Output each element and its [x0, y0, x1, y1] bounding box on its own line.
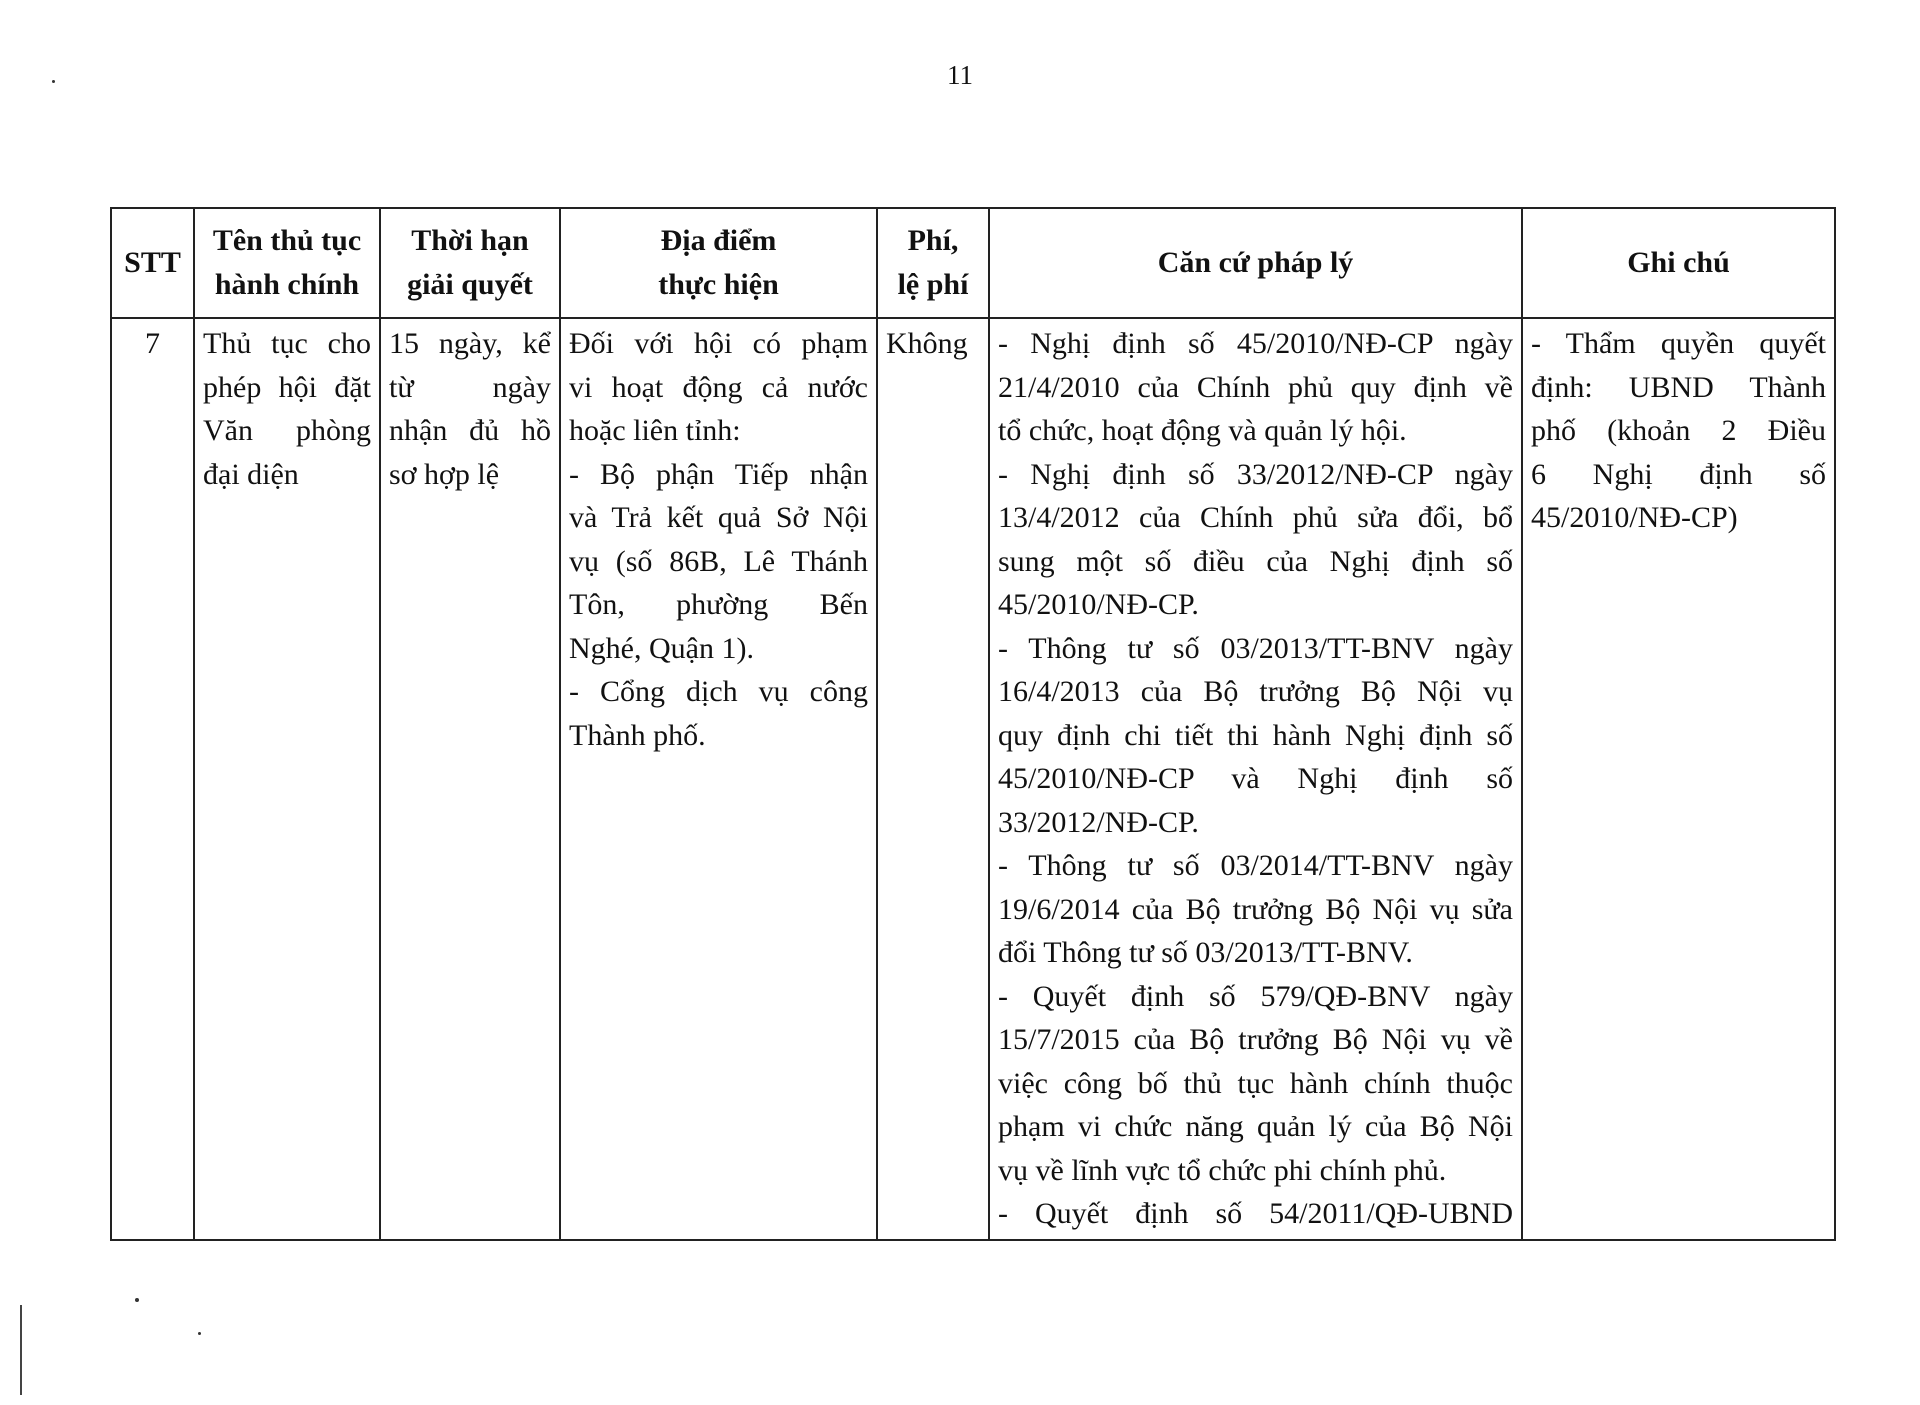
ghi-chu-line: - Thẩm quyền quyết: [1531, 327, 1826, 360]
scan-speck: [52, 80, 55, 83]
header-thoi-han-line-2: giải quyết: [407, 268, 533, 301]
can-cu-line: - Quyết định số 54/2011/QĐ-UBND: [998, 1197, 1513, 1230]
can-cu-line: việc công bố thủ tục hành chính thuộc: [998, 1066, 1513, 1100]
can-cu-line: - Quyết định số 579/QĐ-BNV ngày: [998, 979, 1513, 1013]
procedure-table-container: [110, 207, 1834, 1241]
cell-phi: Không: [877, 318, 989, 1240]
header-thoi-han: [380, 208, 560, 318]
page-number: 11: [947, 60, 973, 90]
header-row: [111, 208, 1835, 318]
can-cu-line: - Thông tư số 03/2014/TT-BNV ngày: [998, 849, 1513, 882]
header-phi-line-1: Phí,: [907, 224, 959, 257]
dia-diem-line: vụ (số 86B, Lê Thánh: [569, 544, 868, 578]
can-cu-line: sung một số điều của Nghị định số: [998, 544, 1513, 578]
can-cu-line: đổi Thông tư số 03/2013/TT-BNV.: [998, 936, 1413, 969]
dia-diem-line: Thành phố.: [569, 718, 706, 752]
ghi-chu-line: định: UBND Thành: [1531, 370, 1826, 404]
cell-ten-thu-tuc: [194, 318, 380, 1240]
dia-diem-line: Đối với hội có phạm: [569, 327, 868, 360]
ten-thu-tuc-line: Văn phòng: [203, 414, 371, 447]
can-cu-line: tổ chức, hoạt động và quản lý hội.: [998, 414, 1407, 447]
dia-diem-line: Tôn, phường Bến: [569, 588, 868, 621]
header-dia-diem-line-2: thực hiện: [658, 268, 779, 301]
thoi-han-line: sơ hợp lệ: [389, 457, 500, 491]
dia-diem-line: - Bộ phận Tiếp nhận: [569, 457, 868, 491]
can-cu-line: 45/2010/NĐ-CP và Nghị định số: [998, 762, 1513, 795]
can-cu-line: 16/4/2013 của Bộ trưởng Bộ Nội vụ: [998, 675, 1513, 708]
header-ten-thu-tuc-line-1: Tên thủ tục: [212, 224, 362, 257]
procedure-table: [110, 207, 1836, 1241]
can-cu-line: 13/4/2012 của Chính phủ sửa đổi, bổ: [998, 501, 1513, 534]
can-cu-line: 45/2010/NĐ-CP.: [998, 588, 1199, 621]
dia-diem-line: và Trả kết quả Sở Nội: [569, 501, 868, 534]
header-stt: STT: [111, 208, 194, 318]
can-cu-line: vụ về lĩnh vực tổ chức phi chính phủ.: [998, 1153, 1447, 1187]
scan-edge-line: [20, 1305, 22, 1395]
header-dia-diem: [560, 208, 877, 318]
ghi-chu-line: 6 Nghị định số: [1531, 457, 1826, 491]
header-phi-line-2: lệ phí: [897, 268, 969, 301]
scan-speck: [135, 1298, 139, 1302]
can-cu-line: 19/6/2014 của Bộ trưởng Bộ Nội vụ sửa: [998, 892, 1513, 926]
ten-thu-tuc-line: Thủ tục cho: [203, 327, 371, 360]
dia-diem-line: vi hoạt động cả nước: [569, 370, 868, 404]
dia-diem-line: hoặc liên tỉnh:: [569, 414, 741, 447]
ten-thu-tuc-line: phép hội đặt: [203, 370, 371, 404]
cell-thoi-han: [380, 318, 560, 1240]
table-row: [111, 318, 1835, 1240]
cell-can-cu: [989, 318, 1522, 1240]
can-cu-line: phạm vi chức năng quản lý của Bộ Nội: [998, 1110, 1513, 1143]
ghi-chu-line: 45/2010/NĐ-CP): [1531, 501, 1738, 534]
header-ghi-chu: Ghi chú: [1522, 208, 1835, 318]
cell-ghi-chu: [1522, 318, 1835, 1240]
ghi-chu-line: phố (khoản 2 Điều: [1531, 414, 1826, 447]
header-ten-thu-tuc: [194, 208, 380, 318]
thoi-han-line: nhận đủ hồ: [389, 414, 551, 447]
header-ten-thu-tuc-line-2: hành chính: [214, 268, 360, 301]
ten-thu-tuc-line: đại diện: [203, 457, 299, 491]
can-cu-line: 21/4/2010 của Chính phủ quy định về: [998, 370, 1513, 404]
header-dia-diem-line-1: Địa điểm: [660, 224, 777, 257]
can-cu-line: - Nghị định số 33/2012/NĐ-CP ngày: [998, 457, 1513, 491]
dia-diem-line: - Cổng dịch vụ công: [569, 675, 868, 708]
cell-dia-diem: [560, 318, 877, 1240]
can-cu-line: - Thông tư số 03/2013/TT-BNV ngày: [998, 631, 1513, 665]
can-cu-line: quy định chi tiết thi hành Nghị định số: [998, 718, 1513, 752]
dia-diem-line: Nghé, Quận 1).: [569, 631, 754, 665]
thoi-han-line: từ ngày: [389, 370, 551, 404]
cell-stt: 7: [111, 318, 194, 1240]
header-thoi-han-line-1: Thời hạn: [411, 224, 529, 257]
can-cu-line: 33/2012/NĐ-CP.: [998, 805, 1199, 839]
header-phi: [877, 208, 989, 318]
can-cu-line: - Nghị định số 45/2010/NĐ-CP ngày: [998, 327, 1513, 360]
scan-speck: [198, 1332, 201, 1335]
thoi-han-line: 15 ngày, kể: [389, 327, 551, 360]
can-cu-line: 15/7/2015 của Bộ trưởng Bộ Nội vụ về: [998, 1023, 1513, 1056]
header-can-cu: Căn cứ pháp lý: [989, 208, 1522, 318]
